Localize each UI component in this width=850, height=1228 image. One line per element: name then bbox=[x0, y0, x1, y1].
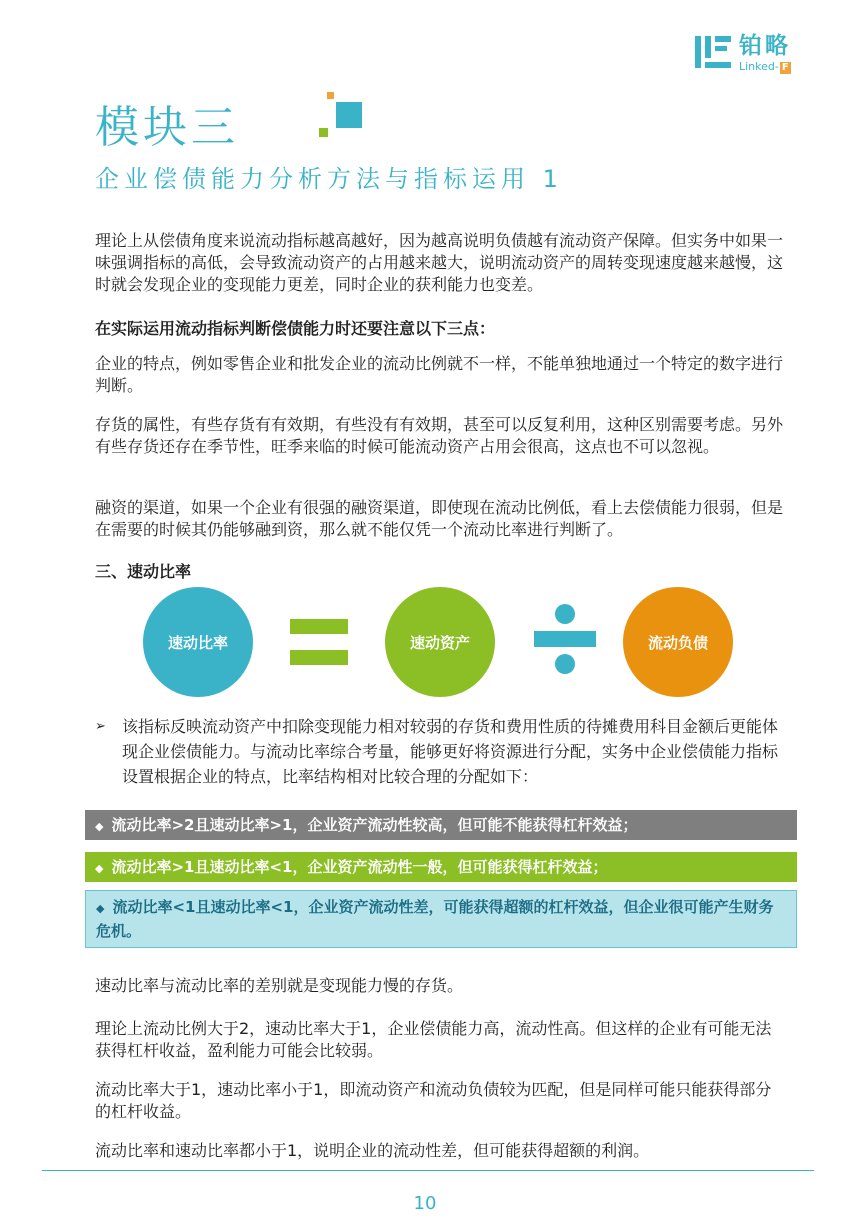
bullet-text: 该指标反映流动资产中扣除变现能力相对较弱的存货和费用性质的待摊费用科目金额后更能体现企业偿债能力。与流动比率综合考量，能够更好将资源进行分配，实务中企业偿债能力指标设置根据企业的特点，比率结构相对比较合理的分配如下： bbox=[122, 717, 779, 786]
logo-name-cn: 铂略 bbox=[739, 33, 791, 59]
conclusion-paragraph: 速动比率与流动比率的差别就是变现能力慢的存货。 bbox=[95, 976, 464, 995]
conclusion-paragraph: 流动比率大于1，速动比率小于1，即流动资产和流动负债较为匹配，但是同样可能只能获得部分的杠杆收益。 bbox=[95, 1080, 772, 1121]
logo-mark-icon bbox=[693, 32, 733, 72]
page-number: 10 bbox=[413, 1193, 437, 1214]
conclusion-paragraph: 理论上流动比例大于2，速动比率大于1，企业偿债能力高，流动性高。但这样的企业有可能无法获得杠杆收益，盈利能力可能会比较弱。 bbox=[95, 1019, 772, 1060]
deco-square-small bbox=[327, 92, 334, 99]
divide-sign-bar bbox=[534, 631, 596, 647]
notice-heading: 在实际运用流动指标判断偿债能力时还要注意以下三点： bbox=[95, 319, 496, 338]
logo-badge: F bbox=[781, 62, 789, 73]
ratio-band-high bbox=[85, 810, 797, 840]
diamond-bullet-icon: ◆ bbox=[96, 902, 105, 915]
intro-paragraph: 理论上从偿债角度来说流动指标越高越好，因为越高说明负债越有流动资产保障。但实务中如果一味强调指标的高低，会导致流动资产的占用越来越大，说明流动资产的周转变现速度越来越慢，这时就会发现企业的变现能力更差，同时企业的获利能力也变差。 bbox=[95, 231, 784, 294]
diamond-bullet-icon: ◆ bbox=[95, 820, 104, 833]
deco-square-large bbox=[336, 102, 362, 128]
point-paragraph: 企业的特点，例如零售企业和批发企业的流动比例就不一样，不能单独地通过一个特定的数字进行判断。 bbox=[95, 354, 784, 395]
point-paragraph: 存货的属性，有些存货有有效期，有些没有有效期，甚至可以反复利用，这种区别需要考虑。另外有些存货还存在季节性，旺季来临的时候可能流动资产占用会很高，这点也不可以忽视。 bbox=[95, 415, 784, 456]
divide-sign-dot-top bbox=[555, 604, 575, 624]
footer-divider bbox=[42, 1170, 814, 1171]
quick-ratio-heading: 三、速动比率 bbox=[95, 562, 192, 581]
quick-assets-circle: 速动资产 bbox=[385, 587, 495, 697]
logo-name-en: Linked- F bbox=[739, 60, 789, 73]
equals-sign-bottom bbox=[290, 650, 348, 665]
point-paragraph: 融资的渠道，如果一个企业有很强的融资渠道，即使现在流动比例低，看上去偿债能力很弱，但是在需要的时候其仍能够融到资，那么就不能仅凭一个流动比率进行判断了。 bbox=[95, 498, 784, 539]
equals-sign-top bbox=[290, 619, 348, 634]
section-title: 企业偿债能力分析方法与指标运用 1 bbox=[95, 165, 563, 193]
ratio-band-low bbox=[85, 890, 797, 948]
arrow-bullet-icon: ➢ bbox=[95, 719, 106, 734]
conclusion-paragraph: 流动比率和速动比率都小于1，说明企业的流动性差，但可能获得超额的利润。 bbox=[95, 1141, 650, 1160]
band-text: 流动比率<1且速动比率<1，企业资产流动性差，可能获得超额的杠杆效益，但企业很可能产生财务危机。 bbox=[96, 898, 774, 940]
band-text: 流动比率>2且速动比率>1，企业资产流动性较高，但可能不能获得杠杆效益； bbox=[111, 816, 638, 834]
band-text: 流动比率>1且速动比率<1，企业资产流动性一般，但可能获得杠杆效益； bbox=[111, 858, 608, 876]
divide-sign-dot-bottom bbox=[555, 654, 575, 674]
deco-square-green bbox=[319, 128, 328, 137]
company-logo bbox=[693, 32, 823, 76]
diamond-bullet-icon: ◆ bbox=[95, 862, 104, 875]
current-liabilities-circle: 流动负债 bbox=[623, 587, 733, 697]
ratio-band-medium bbox=[85, 852, 797, 882]
module-title: 模块三 bbox=[95, 102, 239, 153]
quick-ratio-circle: 速动比率 bbox=[143, 587, 253, 697]
